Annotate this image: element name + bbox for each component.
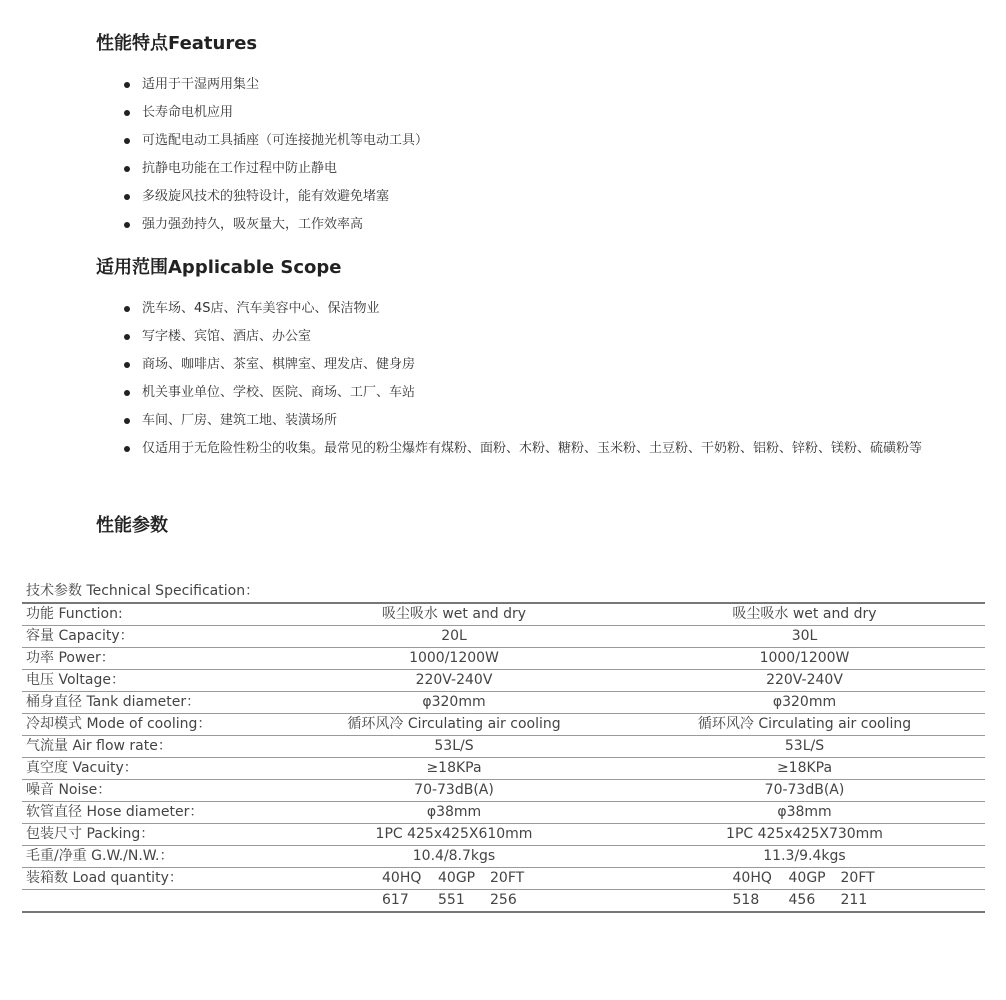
spec-label-empty <box>22 890 284 913</box>
load-header-40hq: 40HQ <box>732 870 772 886</box>
spec-label: 桶身直径 Tank diameter： <box>22 692 284 714</box>
bullet-icon <box>124 138 130 144</box>
spec-value-20l: 20L <box>284 626 624 648</box>
spec-value-30l: 循环风冷 Circulating air cooling <box>624 714 985 736</box>
list-item <box>122 130 952 152</box>
spec-value-30l: 70-73dB(A) <box>624 780 985 802</box>
load-values-30l <box>624 890 985 913</box>
load-header-40gp: 40GP <box>438 870 476 886</box>
list-item-text: 抗静电功能在工作过程中防止静电 <box>142 161 338 176</box>
spec-value-30l: 吸尘吸水 wet and dry <box>624 603 985 626</box>
spec-label: 毛重/净重 G.W./N.W.： <box>22 846 284 868</box>
bullet-icon <box>124 82 130 88</box>
list-item <box>122 438 952 460</box>
list-item <box>122 158 952 180</box>
scope-list <box>122 298 952 466</box>
spec-value-30l: ≥18KPa <box>624 758 985 780</box>
load-header-40hq: 40HQ <box>382 870 422 886</box>
load-headers-30l <box>624 868 985 890</box>
table-row <box>22 714 985 736</box>
spec-table <box>22 602 985 913</box>
table-row-load-header <box>22 868 985 890</box>
spec-value-30l: 1000/1200W <box>624 648 985 670</box>
load-headers-20l <box>284 868 624 890</box>
load-value: 518 <box>732 892 760 908</box>
list-item <box>122 74 952 96</box>
spec-label: 功率 Power： <box>22 648 284 670</box>
spec-value-20l: 10.4/8.7kgs <box>284 846 624 868</box>
list-item <box>122 382 952 404</box>
list-item-text: 可选配电动工具插座（可连接抛光机等电动工具） <box>142 133 429 148</box>
table-row <box>22 780 985 802</box>
table-row <box>22 736 985 758</box>
spec-label: 包装尺寸 Packing： <box>22 824 284 846</box>
spec-label: 噪音 Noise： <box>22 780 284 802</box>
spec-value-30l: 53L/S <box>624 736 985 758</box>
params-heading: 性能参数 <box>96 515 168 536</box>
load-header-20ft: 20FT <box>490 870 525 886</box>
table-row <box>22 758 985 780</box>
table-row <box>22 626 985 648</box>
spec-value-20l: 吸尘吸水 wet and dry <box>284 603 624 626</box>
list-item-text: 强力强劲持久，吸灰量大，工作效率高 <box>142 217 364 232</box>
spec-label: 气流量 Air flow rate： <box>22 736 284 758</box>
list-item <box>122 326 952 348</box>
list-item-text: 车间、厂房、建筑工地、装潢场所 <box>142 413 338 428</box>
load-header-20ft: 20FT <box>840 870 875 886</box>
table-row <box>22 824 985 846</box>
spec-value-30l: 1PC 425x425X730mm <box>624 824 985 846</box>
bullet-icon <box>124 418 130 424</box>
spec-caption: 技术参数 Technical Specification： <box>26 583 260 599</box>
list-item-text: 商场、咖啡店、茶室、棋牌室、理发店、健身房 <box>142 357 416 372</box>
bullet-icon <box>124 222 130 228</box>
table-row <box>22 802 985 824</box>
load-value: 211 <box>840 892 868 908</box>
load-value: 456 <box>788 892 816 908</box>
spec-value-30l: φ320mm <box>624 692 985 714</box>
table-row <box>22 846 985 868</box>
spec-value-20l: φ38mm <box>284 802 624 824</box>
table-row <box>22 603 985 626</box>
spec-value-30l: 220V-240V <box>624 670 985 692</box>
table-row-load-values <box>22 890 985 913</box>
spec-value-30l: 11.3/9.4kgs <box>624 846 985 868</box>
spec-label: 真空度 Vacuity： <box>22 758 284 780</box>
list-item-text: 仅适用于无危险性粉尘的收集。最常见的粉尘爆炸有煤粉、面粉、木粉、糖粉、玉米粉、土豆粉、干奶粉、铝粉、锌粉、镁粉、硫磺粉等 <box>142 441 923 456</box>
spec-value-20l: φ320mm <box>284 692 624 714</box>
spec-value-20l: 53L/S <box>284 736 624 758</box>
table-row <box>22 648 985 670</box>
scope-heading: 适用范围Applicable Scope <box>96 257 342 278</box>
spec-value-20l: ≥18KPa <box>284 758 624 780</box>
bullet-icon <box>124 166 130 172</box>
spec-value-20l: 1000/1200W <box>284 648 624 670</box>
bullet-icon <box>124 362 130 368</box>
load-value: 256 <box>490 892 517 908</box>
list-item <box>122 298 952 320</box>
spec-value-20l: 1PC 425x425X610mm <box>284 824 624 846</box>
spec-value-30l: φ38mm <box>624 802 985 824</box>
spec-label: 功能 Function: <box>22 603 284 626</box>
list-item <box>122 102 952 124</box>
load-value: 551 <box>438 892 465 908</box>
bullet-icon <box>124 110 130 116</box>
spec-value-20l: 220V-240V <box>284 670 624 692</box>
table-row <box>22 692 985 714</box>
spec-label: 容量 Capacity： <box>22 626 284 648</box>
bullet-icon <box>124 390 130 396</box>
features-heading: 性能特点Features <box>96 33 258 54</box>
table-row <box>22 670 985 692</box>
load-header-40gp: 40GP <box>788 870 826 886</box>
load-values-20l <box>284 890 624 913</box>
load-value: 617 <box>382 892 409 908</box>
list-item-text: 多级旋风技术的独特设计，能有效避免堵塞 <box>142 189 390 204</box>
spec-value-30l: 30L <box>624 626 985 648</box>
bullet-icon <box>124 194 130 200</box>
spec-label: 装箱数 Load quantity： <box>22 868 284 890</box>
list-item <box>122 410 952 432</box>
spec-value-20l: 70-73dB(A) <box>284 780 624 802</box>
bullet-icon <box>124 334 130 340</box>
spec-label: 冷却模式 Mode of cooling： <box>22 714 284 736</box>
list-item-text: 长寿命电机应用 <box>142 105 234 120</box>
bullet-icon <box>124 306 130 312</box>
list-item <box>122 214 952 236</box>
list-item <box>122 354 952 376</box>
list-item-text: 写字楼、宾馆、酒店、办公室 <box>142 329 312 344</box>
spec-label: 电压 Voltage： <box>22 670 284 692</box>
list-item <box>122 186 952 208</box>
spec-label: 软管直径 Hose diameter： <box>22 802 284 824</box>
list-item-text: 机关事业单位、学校、医院、商场、工厂、车站 <box>142 385 416 400</box>
bullet-icon <box>124 446 130 452</box>
list-item-text: 适用于干湿两用集尘 <box>142 77 260 92</box>
features-list <box>122 74 952 242</box>
list-item-text: 洗车场、4S店、汽车美容中心、保洁物业 <box>142 301 380 316</box>
spec-value-20l: 循环风冷 Circulating air cooling <box>284 714 624 736</box>
